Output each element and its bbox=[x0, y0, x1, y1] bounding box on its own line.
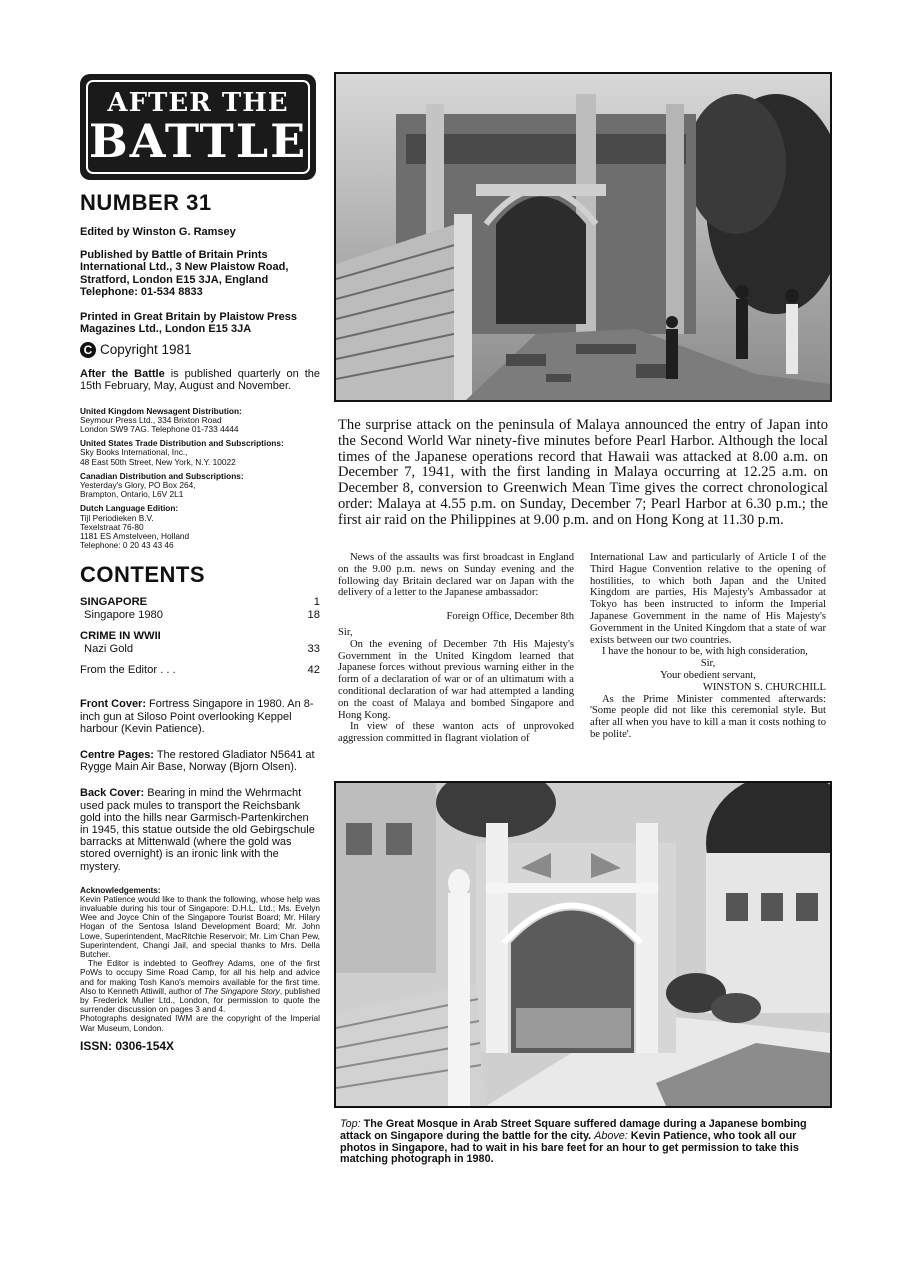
editor-credit: Edited by Winston G. Ramsey bbox=[80, 226, 236, 238]
back-cover-note: Back Cover: Bearing in mind the Wehrmacht used pack mules to transport the Reichsbank gold into the hills near Garmisch-Partenkirchen in 1945, this statue outside the old Gebirgschule barracks at Mittenwald (where the gold was stored overnight) is an ironic link with the mystery. bbox=[80, 787, 315, 873]
publisher-info: Published by Battle of Britain Prints International Ltd., 3 New Plaistow Road, Stratford, London E15 3JA, England Telephone: 01-534 8833 bbox=[80, 248, 289, 298]
magazine-logo bbox=[80, 74, 316, 180]
issn-number: ISSN: 0306-154X bbox=[80, 1038, 175, 1053]
magazine-name: After the Battle bbox=[80, 367, 165, 380]
contents-row[interactable]: Nazi Gold 33 bbox=[84, 642, 320, 655]
masthead-column bbox=[80, 74, 320, 1053]
contents-row[interactable]: Singapore 1980 18 bbox=[84, 609, 320, 622]
body-paragraph: I have the honour to be, with high consideration, bbox=[602, 646, 808, 658]
caption-top-text: The Great Mosque in Arab Street Square suffered damage during a Japanese bombing attack on Singapore during the battle for the city. bbox=[340, 1118, 807, 1142]
acknowledgements-heading: Acknowledgements: bbox=[80, 884, 161, 895]
body-paragraph: News of the assaults was first broadcast in England on the 9.00 p.m. news on Sunday evening and the following day Britain declared war on Japan with the delivery of a letter to the Japanese ambassador: bbox=[338, 552, 574, 599]
mosque-photo-1980 bbox=[334, 781, 832, 1108]
signoff-sir: Sir, bbox=[700, 658, 716, 670]
distribution-canada: Canadian Distribution and Subscriptions: Yesterday's Glory, PO Box 264, Brampton, Ontario, L6V 2L1 bbox=[80, 470, 244, 500]
article-intro: The surprise attack on the peninsula of Malaya announced the entry of Japan into the Second World War ninety-five minutes before Pearl Harbor. Although the local times of the Japanese operations record that Hawaii was attacked at 8.00 a.m. on December 7, 1941, with the first landing in Malaya occurring at 12.25 a.m. on December 8, conversion to Greenwich Mean Time gives the correct chronological order: Malaya at 4.55 p.m. on Sunday, December 7; Pearl Harbor at 6.30 p.m.; the first air raid on the Philippines at 9.00 p.m. and on Hong Kong at 11.30 p.m. bbox=[338, 417, 828, 528]
caption-above-label: Above: bbox=[594, 1129, 628, 1142]
schedule-text: is published quarterly on the 15th February, May, August and November. bbox=[80, 367, 320, 392]
body-paragraph: International Law and particularly of Article I of the Third Hague Convention relative to the opening of hostilities, to which both Japan and the United Kingdom are parties, His Majesty's Ambassador at Tokyo has been instructed to inform the Imperial Japanese Government in the name of His Majesty's Government in the United Kingdom that a state of war exists between our two countries. bbox=[590, 552, 826, 646]
issue-number: NUMBER 31 bbox=[80, 190, 212, 215]
contents-row[interactable]: From the Editor . . . 42 bbox=[80, 663, 320, 676]
article-column-2 bbox=[590, 552, 826, 741]
contents-heading: CONTENTS bbox=[80, 562, 205, 588]
letter-salutation: Sir, bbox=[338, 626, 353, 638]
caption-above-text: Kevin Patience, who took all our photos in Singapore, had to wait in his bare feet for an hour to get permission to take this matching photograph in 1980. bbox=[340, 1129, 799, 1166]
distribution-dutch: Dutch Language Edition: Tijl Periodieken B.V. Texelstraat 76-80 1181 ES Amstelveen, Holland Telephone: 0 20 43 43 46 bbox=[80, 503, 190, 551]
copyright-text: Copyright 1981 bbox=[100, 342, 192, 357]
contents-row[interactable]: CRIME IN WWII bbox=[80, 629, 161, 642]
acknowledgements-text: Kevin Patience would like to thank the following, whose help was invaluable during his tour of Singapore: D.H.L. Ltd.; Ms. Evelyn Wee and Joyce Chin of the Singapore Tourist Board; Mr. Hilary Hogan of the Sentosa Island Development Board; Mr. John Lowe, Superintendent, MacRitchie Reservoir; Mr. Lim Chan Pew, Superintendent, Changi Jail, and special thanks to Mrs. Della Butcher. The Editor is indebted to Geoffrey Adams, one of the first PoWs to occupy Sime Road Camp, for all his help and advice and for making Tosh Kano's memoirs available for the first time. Also to Kenneth Attiwill, author of The Singapore Story, published by Frederick Muller Ltd., London, for permission to quote the surrender discussion on pages 3 and 4. Photographs designated IWM are the copyright of the Imperial War Museum, London. bbox=[80, 893, 320, 1033]
article-column-1 bbox=[338, 552, 574, 745]
centre-pages-note: Centre Pages: The restored Gladiator N5641 at Rygge Main Air Base, Norway (Bjorn Olsen). bbox=[80, 748, 315, 774]
logo-line-1: AFTER THE bbox=[107, 88, 289, 118]
copyright-icon: C bbox=[80, 342, 96, 358]
signoff-name: WINSTON S. CHURCHILL bbox=[702, 681, 826, 693]
caption-top-label: Top: bbox=[340, 1118, 361, 1130]
body-paragraph: As the Prime Minister commented afterwards: 'Some people did not like this ceremonial style. But after all when you have to kill a man it costs nothing to be polite'. bbox=[590, 693, 826, 740]
distribution-uk: United Kingdom Newsagent Distribution: Seymour Press Ltd., 334 Brixton Road London SW9 7AG. Telephone 01-733 4444 bbox=[80, 405, 242, 434]
printer-info: Printed in Great Britain by Plaistow Press Magazines Ltd., London E15 3JA bbox=[80, 310, 298, 335]
contents-row[interactable]: SINGAPORE 1 bbox=[80, 596, 320, 609]
letter-heading: Foreign Office, December 8th bbox=[446, 611, 574, 623]
body-paragraph: In view of these wanton acts of unprovoked aggression committed in flagrant violation of bbox=[338, 721, 574, 745]
signoff-servant: Your obedient servant, bbox=[660, 669, 756, 681]
distribution-list bbox=[80, 407, 320, 551]
logo-line-2: BATTLE bbox=[88, 114, 308, 168]
body-paragraph: On the evening of December 7th His Majesty's Government in the United Kingdom learned that Japanese forces without previous warning either in the form of a declaration of war or of an ultimatum with a conditional declaration of war had attempted a landing on the coast of Malaya and bombed Singapore and Hong Kong. bbox=[338, 638, 574, 721]
table-of-contents bbox=[80, 596, 320, 676]
copyright-line bbox=[80, 342, 320, 358]
publication-schedule bbox=[80, 368, 320, 393]
photo-caption bbox=[340, 1119, 830, 1166]
front-cover-note: Front Cover: Fortress Singapore in 1980. An 8-inch gun at Siloso Point overlooking Keppel harbour (Kevin Patience). bbox=[80, 698, 314, 735]
mosque-photo-1942 bbox=[334, 72, 832, 402]
distribution-us: United States Trade Distribution and Subscriptions: Sky Books International, Inc., 48 East 50th Street, New York, N.Y. 10022 bbox=[80, 438, 284, 467]
